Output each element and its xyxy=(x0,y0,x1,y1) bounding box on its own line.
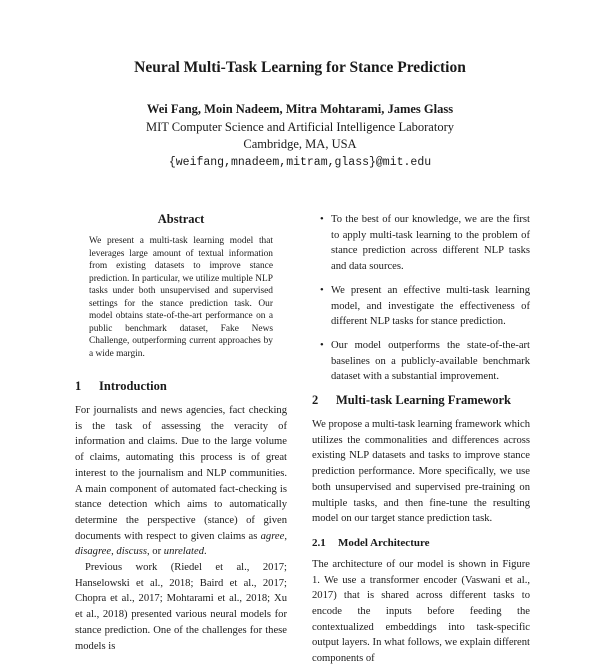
architecture-paragraph: The architecture of our model is shown in Figure 1. We use a transformer encoder (Vaswani et al., 2017) that is shared across different tasks to encode the inputs before feeding the contextualized embeddings into task-specific output layers. In what follows, we explain different components of xyxy=(312,558,530,665)
section-number: 2 xyxy=(312,393,319,408)
separator: , or xyxy=(147,546,164,558)
subsection-heading-architecture xyxy=(312,537,530,549)
section-number: 1 xyxy=(75,379,82,393)
contribution-list xyxy=(312,212,530,385)
bullet-icon: • xyxy=(320,284,324,296)
contribution-text: To the best of our knowledge, we are the first to apply multi-task learning to the problem of stance prediction across different NLP tasks and data sources. xyxy=(331,214,530,273)
left-column xyxy=(75,212,287,654)
section-heading-introduction xyxy=(75,379,287,394)
list-item xyxy=(312,283,530,330)
author-block xyxy=(0,101,600,171)
subsection-number: 2.1 xyxy=(312,536,326,549)
bullet-icon: • xyxy=(320,339,324,351)
list-item xyxy=(312,338,530,385)
intro-paragraph-1 xyxy=(75,403,287,560)
author-names: Wei Fang, Moin Nadeem, Mitra Mohtarami, James Glass xyxy=(146,102,454,116)
section-heading-framework xyxy=(312,393,530,408)
stance-term-agree: agree xyxy=(260,530,285,542)
subsection-title: Model Architecture xyxy=(338,536,430,549)
stance-term-disagree: disagree xyxy=(75,546,112,558)
separator: , xyxy=(284,530,287,542)
abstract-heading: Abstract xyxy=(157,212,205,226)
contribution-text: We present an effective multi-task learning model, and investigate the effectiveness of different NLP tasks for stance prediction. xyxy=(331,284,530,328)
abstract-text: We present a multi-task learning model that leverages large amount of textual information from existing datasets to improve stance prediction. In particular, we utilize multiple NLP tasks under both unsupervised and supervised settings for the stance prediction task. Our model obtains state-of-the-art performance on a public benchmark dataset, Fake News Challenge, outperforming current approaches by a wide margin. xyxy=(89,236,273,359)
right-column xyxy=(312,212,530,667)
stance-term-discuss: discuss xyxy=(116,546,147,558)
author-affiliation: MIT Computer Science and Artificial Intelligence Laboratory xyxy=(146,119,454,134)
list-item xyxy=(312,212,530,275)
stance-term-unrelated: unrelated xyxy=(163,546,204,558)
author-email: {weifang,mnadeem,mitram,glass}@mit.edu xyxy=(168,155,432,169)
section-title: Multi-task Learning Framework xyxy=(336,393,511,408)
author-location: Cambridge, MA, USA xyxy=(243,137,357,151)
intro-text: For journalists and news agencies, fact checking is the task of assessing the veracity of information and claims. Due to the large volume of claims, automating this process is of great interest to the journalism and NLP communities. A main component of automated fact-checking is stance detection which aims to automatically determine the perspective (stance) of given documents with respect to given claims as xyxy=(75,405,287,542)
section-title: Introduction xyxy=(99,379,167,393)
framework-paragraph: We propose a multi-task learning framework which utilizes the commonalities and differences across existing NLP datasets and tasks to improve stance prediction performance. More specifically, we use both unsupervised and supervised pre-training on multiple tasks, and then fine-tune the resulting model on our target stance prediction task. xyxy=(312,419,531,525)
bullet-icon: • xyxy=(320,214,324,225)
separator: , xyxy=(111,546,117,558)
intro-paragraph-2: Previous work (Riedel et al., 2017; Hanselowski et al., 2018; Baird et al., 2017; Chopra et al., 2017; Mohtarami et al., 2018; Xu et al., 2018) presented various neural models for stance prediction. One of the challenges for these models is xyxy=(75,562,287,652)
period: . xyxy=(204,546,207,558)
paper-title: Neural Multi-Task Learning for Stance Prediction xyxy=(134,59,466,76)
contribution-text: Our model outperforms the state-of-the-art baselines on a publicly-available benchmark dataset with a substantial improvement. xyxy=(331,339,530,383)
